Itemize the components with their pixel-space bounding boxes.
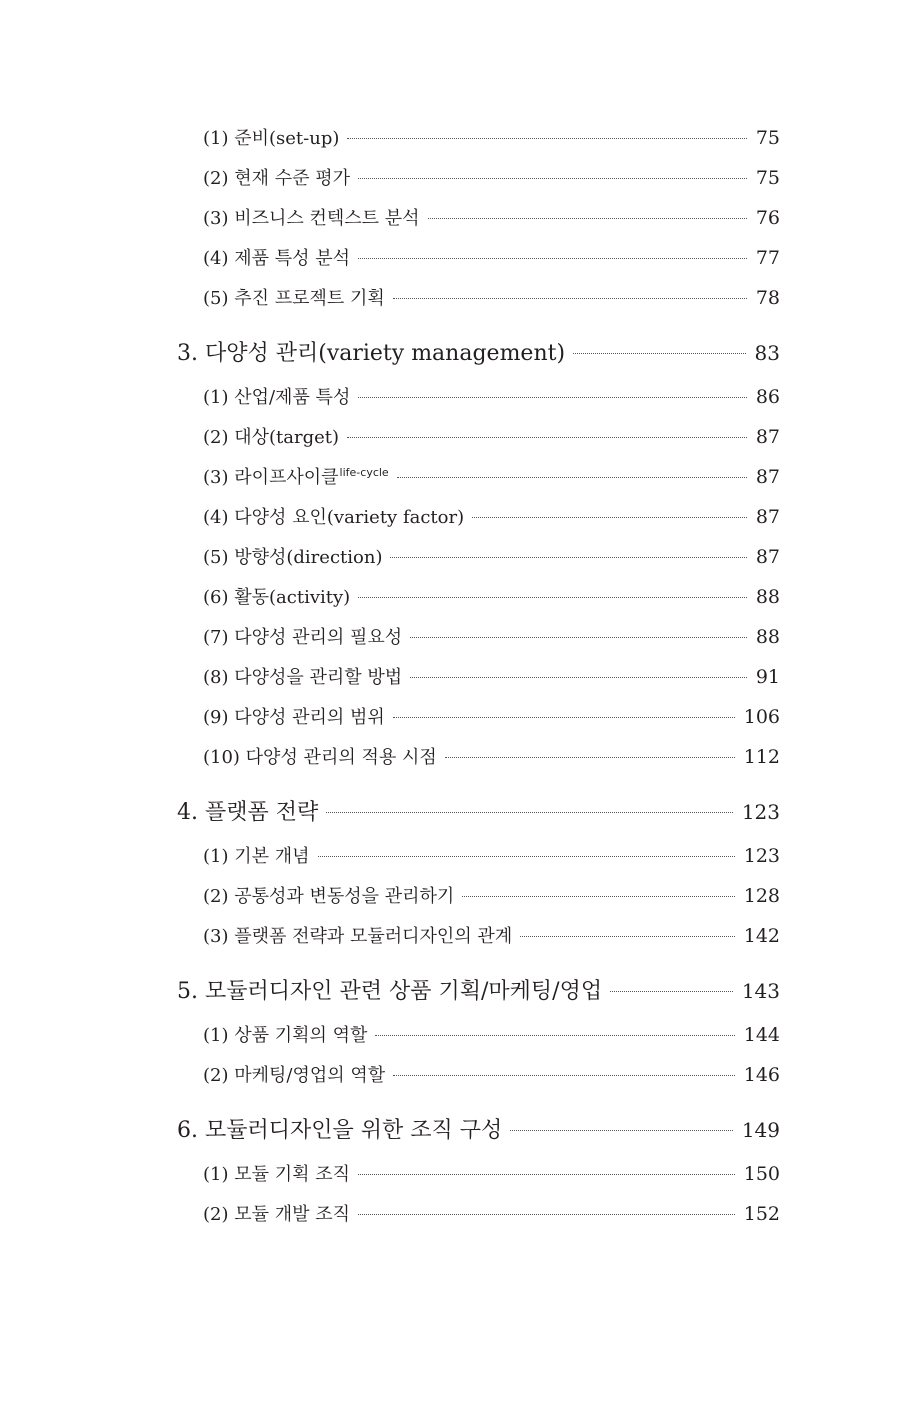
toc-entry-target[interactable] [203,423,780,449]
toc-page-number: 123 [743,845,780,867]
toc-entry-basic-concept[interactable] [203,842,780,868]
toc-page-number: 149 [741,1118,780,1142]
dotted-leader [347,436,747,438]
toc-entry-label: (1) 산업/제품 특성 [203,387,351,408]
toc-page-number: 143 [741,979,780,1003]
toc-entry-project-planning[interactable] [203,284,780,310]
toc-entry-method[interactable] [203,663,780,689]
toc-section-variety-management[interactable] [177,336,780,367]
toc-entry-label: (2) 공통성과 변동성을 관리하기 [203,886,455,907]
toc-entry-current-level[interactable] [203,164,780,190]
toc-entry-label: (4) 다양성 요인(variety factor) [203,507,465,528]
toc-page-number: 150 [743,1163,780,1185]
toc-entry-label: (1) 상품 기획의 역할 [203,1025,368,1046]
dotted-leader [428,217,747,219]
toc-entry-platform-modular-relation[interactable] [203,922,780,948]
toc-entry-label: (4) 제품 특성 분석 [203,248,350,269]
toc-entry-marketing-sales-role[interactable] [203,1061,780,1087]
dotted-leader [520,935,735,937]
toc-entry-label: (2) 현재 수준 평가 [203,168,350,189]
toc-entry-direction[interactable] [203,543,780,569]
toc-entry-label: (5) 추진 프로젝트 기획 [203,288,385,309]
toc-section-label: 6. 모듈러디자인을 위한 조직 구성 [177,1118,503,1143]
dotted-leader [410,636,747,638]
toc-entry-life-cycle[interactable] [203,463,780,489]
toc-page-number: 87 [755,466,780,488]
toc-page-number: 142 [743,925,780,947]
dotted-leader [358,257,747,259]
toc-entry-label: (2) 대상(target) [203,427,340,448]
toc-page-number: 112 [743,746,780,768]
toc-page-number: 91 [755,666,780,688]
toc-page-number: 77 [755,247,780,269]
toc-page-number: 88 [755,586,780,608]
dotted-leader [390,556,746,558]
superscript-annotation: life-cycle [339,466,389,479]
toc-page-number: 87 [755,426,780,448]
toc-section-label: 4. 플랫폼 전략 [177,800,319,825]
toc-entry-necessity[interactable] [203,623,780,649]
dotted-leader [510,1129,733,1131]
toc-entry-label: (9) 다양성 관리의 범위 [203,707,385,728]
dotted-leader [472,516,747,518]
dotted-leader [358,1213,735,1215]
toc-entry-product-planning-role[interactable] [203,1021,780,1047]
toc-page-number: 106 [743,706,780,728]
dotted-leader [410,676,747,678]
toc-page-number: 87 [755,546,780,568]
toc-entry-activity[interactable] [203,583,780,609]
toc-entry-label: (2) 모듈 개발 조직 [203,1204,350,1225]
toc-page-number: 123 [741,800,780,824]
dotted-leader [358,596,747,598]
toc-entry-scope[interactable] [203,703,780,729]
toc-page-number: 75 [755,167,780,189]
toc-entry-product-characteristics[interactable] [203,244,780,270]
toc-entry-label [203,463,389,489]
toc-entry-label-text: (3) 라이프사이클 [203,467,339,488]
dotted-leader [397,476,747,478]
dotted-leader [347,137,746,139]
dotted-leader [573,352,746,354]
dotted-leader [358,177,747,179]
toc-entry-label: (6) 활동(activity) [203,587,351,608]
toc-entry-label: (2) 마케팅/영업의 역할 [203,1065,386,1086]
dotted-leader [393,297,747,299]
toc-page-number: 144 [743,1024,780,1046]
dotted-leader [318,855,735,857]
toc-page-number: 87 [755,506,780,528]
toc-page-number: 78 [755,287,780,309]
toc-entry-commonality-variability[interactable] [203,882,780,908]
toc-entry-label: (3) 플랫폼 전략과 모듈러디자인의 관계 [203,926,513,947]
toc-entry-variety-factor[interactable] [203,503,780,529]
toc-entry-module-development-org[interactable] [203,1200,780,1226]
toc-entry-module-planning-org[interactable] [203,1160,780,1186]
toc-page-number: 75 [755,127,780,149]
toc-entry-label: (1) 모듈 기획 조직 [203,1164,350,1185]
toc-page-number: 146 [743,1064,780,1086]
toc-entry-industry-product[interactable] [203,383,780,409]
toc-entry-label: (7) 다양성 관리의 필요성 [203,627,403,648]
toc-entry-business-context[interactable] [203,204,780,230]
toc-section-label: 3. 다양성 관리(variety management) [177,341,566,366]
toc-entry-label: (1) 기본 개념 [203,846,310,867]
dotted-leader [326,811,733,813]
dotted-leader [358,396,746,398]
toc-entry-set-up[interactable] [203,124,780,150]
dotted-leader [358,1173,735,1175]
toc-section-organization[interactable] [177,1113,780,1144]
toc-section-platform-strategy[interactable] [177,795,780,826]
toc-entry-label: (8) 다양성을 관리할 방법 [203,667,403,688]
toc-entry-label: (3) 비즈니스 컨텍스트 분석 [203,208,420,229]
toc-page-number: 128 [743,885,780,907]
dotted-leader [462,895,734,897]
toc-entry-timing[interactable] [203,743,780,769]
toc-page-number: 88 [755,626,780,648]
dotted-leader [445,756,735,758]
dotted-leader [393,1074,735,1076]
toc-entry-label: (10) 다양성 관리의 적용 시점 [203,747,437,768]
toc-page-number: 152 [743,1203,780,1225]
toc-section-label: 5. 모듈러디자인 관련 상품 기획/마케팅/영업 [177,979,603,1004]
toc-entry-label: (1) 준비(set-up) [203,128,340,149]
dotted-leader [375,1034,734,1036]
dotted-leader [610,990,733,992]
toc-page-number: 76 [755,207,780,229]
toc-page-number: 86 [755,386,780,408]
toc-page-number: 83 [754,341,780,365]
toc-section-planning-marketing-sales[interactable] [177,974,780,1005]
toc-entry-label: (5) 방향성(direction) [203,547,383,568]
dotted-leader [393,716,735,718]
